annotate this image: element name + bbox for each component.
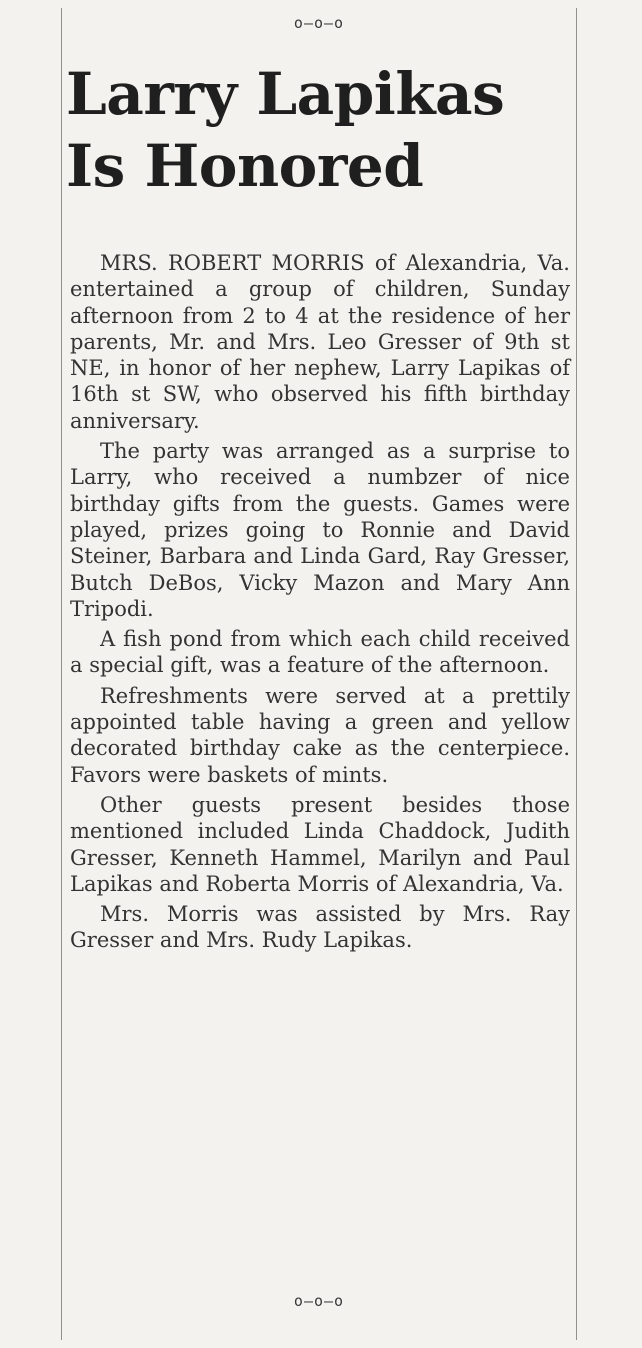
paragraph-4: Refreshments were served at a prettily appointed table having a green and yellow decorated birthday cake as the centerpiece. Favors were baskets of mints. bbox=[70, 683, 570, 787]
paragraph-1: MRS. ROBERT MORRIS of Alexandria, Va. entertained a group of children, Sunday afternoon from 2 to 4 at the residence of her parents, Mr. and Mrs. Leo Gresser of 9th st NE, in honor of her nephew, Larry Lapikas of 16th st SW, who observed his fifth birthday anniversary. bbox=[70, 251, 570, 433]
article-body bbox=[70, 250, 570, 958]
headline-line-2: Is Honored bbox=[66, 132, 424, 200]
headline bbox=[66, 58, 576, 202]
paragraph-3: A fish pond from which each child received a special gift, was a feature of the afternoon. bbox=[70, 627, 570, 678]
headline-line-1: Larry Lapikas bbox=[66, 60, 505, 128]
ornament-top: o—o—o bbox=[293, 14, 345, 32]
column-rule-right bbox=[576, 8, 577, 1340]
column-rule-left bbox=[61, 8, 62, 1340]
paragraph-6: Mrs. Morris was assisted by Mrs. Ray Gresser and Mrs. Rudy Lapikas. bbox=[70, 902, 570, 953]
paragraph-2: The party was arranged as a surprise to Larry, who received a numbzer of nice birthday gifts from the guests. Games were played, prizes going to Ronnie and David Steiner, Barbara and Linda Gard, Ray Gresser, Butch DeBos, Vicky Mazon and Mary Ann Tripodi. bbox=[70, 439, 570, 621]
paragraph-5: Other guests present besides those mentioned included Linda Chaddock, Judith Gresser, Kenneth Hammel, Marilyn and Paul Lapikas and Roberta Morris of Alexandria, Va. bbox=[70, 792, 570, 896]
ornament-bottom: o—o—o bbox=[293, 1292, 345, 1310]
